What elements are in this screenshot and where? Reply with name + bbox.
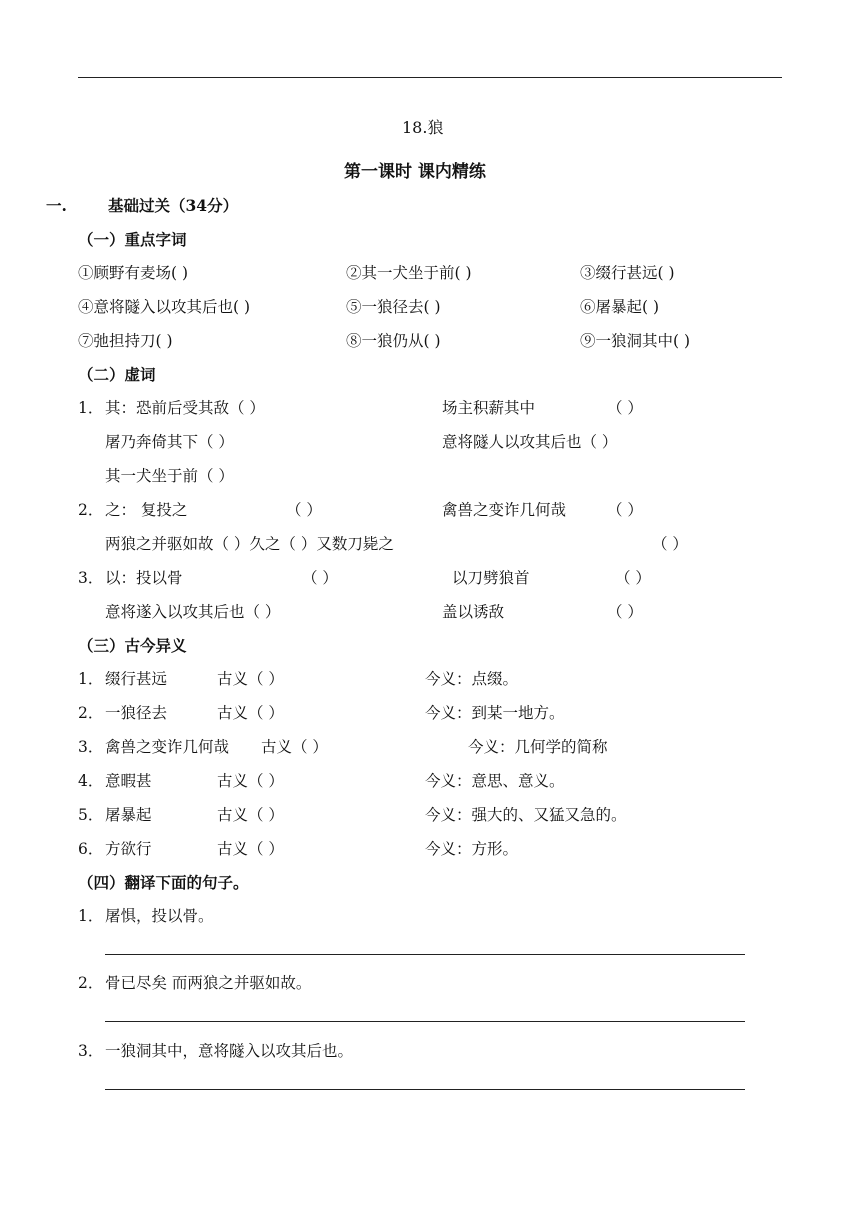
answer-line[interactable] xyxy=(105,1089,745,1090)
word-phrase: 方欲行 xyxy=(105,840,152,858)
ancient-meaning: 古义（ ） xyxy=(217,772,284,790)
modern-meaning: 今义：方形。 xyxy=(425,840,519,858)
translation-sentence: 屠惧，投以骨。 xyxy=(105,907,214,925)
modern-meaning: 今义：点缀。 xyxy=(425,670,519,688)
answer-blank: （ ） xyxy=(607,501,643,519)
answer-blank: （ ） xyxy=(615,569,651,587)
item-number: 3． xyxy=(78,1042,104,1060)
function-word-item: 以：投以骨 xyxy=(105,569,183,587)
function-word-item: 其：恐前后受其敌（ ） xyxy=(105,399,265,417)
answer-blank: （ ） xyxy=(607,399,643,417)
item-number: 2． xyxy=(78,704,104,722)
modern-meaning: 今义：强大的、又猛又急的。 xyxy=(425,806,627,824)
keyword-item: ⑦弛担持刀( ) xyxy=(78,332,173,350)
lesson-title: 18.狼 xyxy=(402,118,444,137)
item-number: 4． xyxy=(78,772,104,790)
modern-meaning: 今义：到某一地方。 xyxy=(425,704,565,722)
item-number: 1． xyxy=(78,399,104,417)
modern-meaning: 今义：几何学的简称 xyxy=(468,738,608,756)
header-rule xyxy=(78,77,782,78)
ancient-meaning: 古义（ ） xyxy=(217,704,284,722)
part3-title: （三）古今异义 xyxy=(78,636,187,655)
answer-line[interactable] xyxy=(105,954,745,955)
keyword-item: ①顾野有麦场( ) xyxy=(78,264,189,282)
function-word-item: 以刀劈狼首 xyxy=(452,569,530,587)
section-title: 基础过关（34分） xyxy=(108,196,239,215)
ancient-meaning: 古义（ ） xyxy=(261,738,328,756)
item-number: 1． xyxy=(78,670,104,688)
function-word-item: 意将隧人以攻其后也（ ） xyxy=(442,433,618,451)
translation-sentence: 骨已尽矣 而两狼之并驱如故。 xyxy=(105,974,312,992)
section-number: 一. xyxy=(46,196,67,215)
function-word-item: 两狼之并驱如故（ ）久之（ ）又数刀毙之 xyxy=(105,535,394,553)
part4-title: （四）翻译下面的句子。 xyxy=(78,873,249,892)
item-number: 1． xyxy=(78,907,104,925)
answer-line[interactable] xyxy=(105,1021,745,1022)
function-word-item: 禽兽之变诈几何哉 xyxy=(442,501,567,519)
function-word-item: 其一犬坐于前（ ） xyxy=(105,467,234,485)
keyword-item: ⑧一狼仍从( ) xyxy=(346,332,441,350)
keyword-item: ⑨一狼洞其中( ) xyxy=(580,332,691,350)
translation-sentence: 一狼洞其中，意将隧入以攻其后也。 xyxy=(105,1042,354,1060)
word-phrase: 屠暴起 xyxy=(105,806,152,824)
answer-blank: （ ） xyxy=(302,569,338,587)
function-word-item: 场主积薪其中 xyxy=(442,399,536,417)
item-number: 2． xyxy=(78,974,104,992)
ancient-meaning: 古义（ ） xyxy=(217,670,284,688)
ancient-meaning: 古义（ ） xyxy=(217,840,284,858)
function-word-item: 屠乃奔倚其下（ ） xyxy=(105,433,234,451)
word-phrase: 意暇甚 xyxy=(105,772,152,790)
answer-blank: （ ） xyxy=(286,501,322,519)
page-subtitle: 第一课时 课内精练 xyxy=(344,162,486,182)
item-number: 3． xyxy=(78,569,104,587)
keyword-item: ⑤一狼径去( ) xyxy=(346,298,441,316)
word-phrase: 禽兽之变诈几何哉 xyxy=(105,738,230,756)
keyword-item: ⑥屠暴起( ) xyxy=(580,298,660,316)
function-word-item: 之： 复投之 xyxy=(105,501,188,519)
ancient-meaning: 古义（ ） xyxy=(217,806,284,824)
part2-title: （二）虚词 xyxy=(78,365,156,384)
answer-blank: （ ） xyxy=(607,603,643,621)
modern-meaning: 今义：意思、意义。 xyxy=(425,772,565,790)
item-number: 6． xyxy=(78,840,104,858)
function-word-item: 盖以诱敌 xyxy=(442,603,505,621)
item-number: 2． xyxy=(78,501,104,519)
function-word-item: 意将遂入以攻其后也（ ） xyxy=(105,603,281,621)
keyword-item: ④意将隧入以攻其后也( ) xyxy=(78,298,251,316)
part1-title: （一）重点字词 xyxy=(78,230,187,249)
word-phrase: 缀行甚远 xyxy=(105,670,168,688)
answer-blank: （ ） xyxy=(652,535,688,553)
item-number: 5． xyxy=(78,806,104,824)
item-number: 3． xyxy=(78,738,104,756)
keyword-item: ③缀行甚远( ) xyxy=(580,264,675,282)
word-phrase: 一狼径去 xyxy=(105,704,168,722)
keyword-item: ②其一犬坐于前( ) xyxy=(346,264,472,282)
